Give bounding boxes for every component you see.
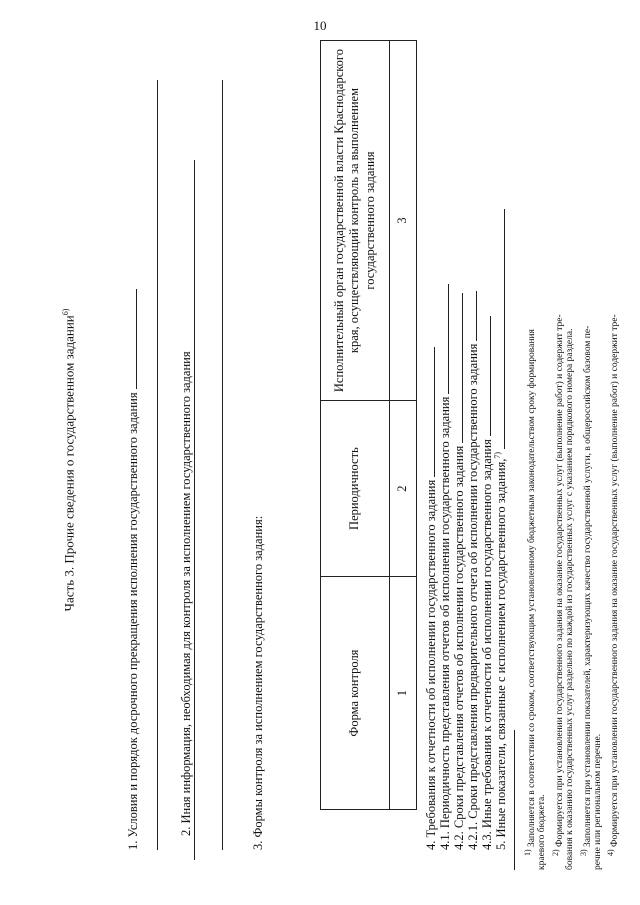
part-title-footnote-ref: 6) xyxy=(61,308,70,316)
table-number-1: 1 xyxy=(390,577,417,810)
item-4-fill-line xyxy=(424,347,435,477)
item-2-underline xyxy=(182,160,195,860)
footnote-1: $^{1)}$ Заполняется в соответствии со сроком, соответствующим установленному бюджетным законодательством сроку формирования xyxy=(523,329,538,856)
table-header-periodicity: Периодичность xyxy=(321,401,390,577)
item-2-text: 2. Иная информация, необходимая для контроля за исполнением государственного задания xyxy=(179,351,193,836)
item-4-1-text: 4.1. Периодичность представления отчетов об исполнении государственного задания xyxy=(438,396,452,850)
item-1-continuation xyxy=(147,80,161,850)
item-1 xyxy=(126,289,140,850)
item-4-1 xyxy=(438,284,452,850)
item-3-text: 3. Формы контроля за исполнением государственного задания: xyxy=(251,515,265,850)
item-5-text: 5. Иные показатели, связанные с исполнением государственного задания, xyxy=(494,458,509,850)
part-title xyxy=(62,40,75,880)
item-1-text: 1. Условия и порядок досрочного прекращения исполнения государственного задания xyxy=(126,392,140,850)
table-header-row xyxy=(321,41,390,810)
footnote-separator xyxy=(514,730,515,870)
item-4-3 xyxy=(480,316,494,850)
item-4-3-fill-line xyxy=(480,316,491,436)
footnote-2-continuation: бования к оказанию государственных услуг раздельно по каждой из государственных услуг с указанием порядкового номера раздела. xyxy=(565,328,575,870)
item-1-fill-line xyxy=(126,289,137,389)
item-5-fill-line xyxy=(494,209,505,449)
item-4-3-text: 4.3. Иные требования к отчетности об исполнении государственного задания xyxy=(480,439,494,850)
footnote-2: $^{2)}$ Формируется при установлении государственного задания на оказание государственных услуг (выполнение работ) и содержит тре- xyxy=(551,314,566,856)
table-header-form: Форма контроля xyxy=(321,577,390,810)
footnote-1-continuation: краевого бюджета. xyxy=(537,794,547,870)
item-4 xyxy=(424,347,438,850)
item-3 xyxy=(252,516,265,850)
item-4-1-fill-line xyxy=(438,284,449,394)
item-5-footnote-ref: 7) xyxy=(493,451,502,459)
footnote-4: $^{4)}$ Формируется при установлении государственного задания на оказание государственных услуг (выполнение работ) и содержит тре- xyxy=(606,314,621,856)
item-1-continuation-line xyxy=(147,80,158,850)
item-4-2-1-text: 4.2.1. Сроки представления предварительного отчета об исполнении государственного задания xyxy=(466,343,480,850)
item-4-2-text: 4.2. Сроки представления отчетов об исполнении государственного задания xyxy=(452,445,466,850)
part-title-text: Часть 3. Прочие сведения о государственном задании xyxy=(61,315,77,612)
item-4-2-1 xyxy=(466,291,480,850)
item-2-continuation xyxy=(212,80,226,850)
footnote-3: $^{3)}$ Заполняется при установлении показателей, характеризующих качество государственной услуги, в общероссийском базовом пе- xyxy=(579,325,594,856)
item-4-text: 4. Требования к отчетности об исполнении государственного задания xyxy=(424,479,438,850)
page-number: 10 xyxy=(313,18,327,33)
table-number-3: 3 xyxy=(390,41,417,401)
footnote-3-continuation: речне или региональном перечне. xyxy=(593,733,603,870)
item-4-2-fill-line xyxy=(452,293,463,443)
table-header-authority: Исполнительный орган государственной власти Краснодарского края, осуществляющий контроль за выполнением государственного задания xyxy=(321,41,390,401)
table-number-2: 2 xyxy=(390,401,417,577)
item-4-2-1-fill-line xyxy=(466,291,477,341)
control-forms-table xyxy=(320,40,417,810)
rotated-page-content xyxy=(52,40,621,880)
table-number-row xyxy=(390,41,417,810)
item-4-2 xyxy=(452,293,466,850)
item-5 xyxy=(494,209,508,850)
item-2-continuation-line xyxy=(212,80,223,850)
